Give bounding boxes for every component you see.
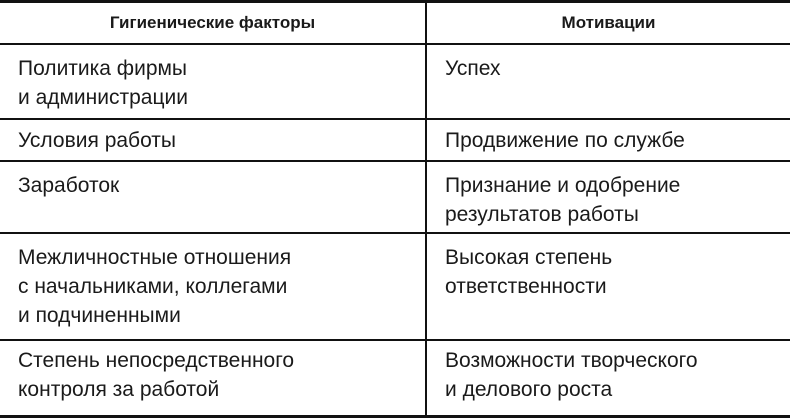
header-hygiene-factors: Гигиенические факторы — [109, 12, 316, 32]
row-separator — [0, 160, 790, 162]
row-separator — [0, 118, 790, 120]
row-separator — [0, 339, 790, 341]
header-separator — [0, 43, 790, 45]
cell-hygiene: Степень непосредственного контроля за работой — [18, 349, 295, 401]
header-motivations: Мотивации — [561, 12, 656, 32]
cell-motivation: Продвижение по службе — [445, 129, 685, 152]
cell-hygiene: Политика фирмы и администрации — [18, 57, 188, 109]
row-separator — [0, 232, 790, 234]
cell-motivation: Успех — [445, 57, 501, 80]
column-divider — [425, 0, 427, 418]
cell-hygiene: Заработок — [18, 174, 120, 197]
cell-hygiene: Условия работы — [18, 129, 177, 152]
cell-motivation: Признание и одобрение результатов работы — [445, 174, 681, 226]
cell-motivation: Высокая степень ответственности — [445, 246, 613, 298]
cell-hygiene: Межличностные отношения с начальниками, коллегами и подчиненными — [18, 246, 292, 327]
cell-motivation: Возможности творческого и делового роста — [445, 349, 698, 401]
